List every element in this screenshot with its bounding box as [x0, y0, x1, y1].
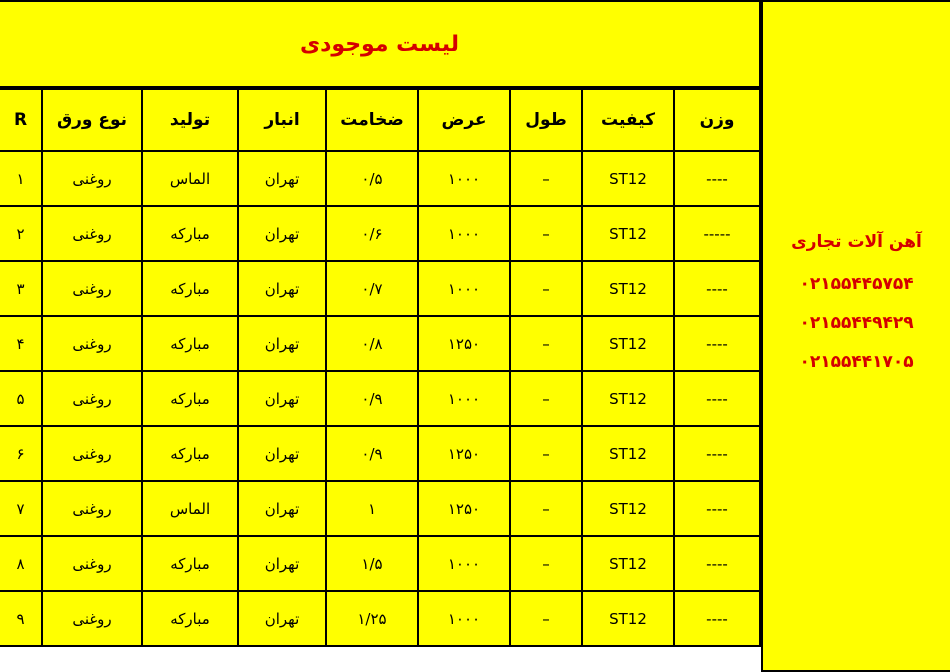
cell-production: الماس — [142, 481, 238, 536]
cell-sheet-type: روغنی — [42, 371, 142, 426]
cell-sheet-type: روغنی — [42, 261, 142, 316]
cell-sheet-type: روغنی — [42, 151, 142, 206]
cell-production: مبارکه — [142, 536, 238, 591]
cell-production: مبارکه — [142, 591, 238, 646]
cell-weight: ----- — [674, 206, 760, 261]
cell-length: – — [510, 206, 582, 261]
cell-weight: ---- — [674, 591, 760, 646]
cell-width: ۱۰۰۰ — [418, 206, 510, 261]
cell-store: تهران — [238, 206, 326, 261]
cell-weight: ---- — [674, 371, 760, 426]
cell-store: تهران — [238, 536, 326, 591]
column-header-store: انبار — [238, 89, 326, 151]
cell-production: مبارکه — [142, 206, 238, 261]
phone-number-3: ۰۲۱۵۵۴۴۱۷۰۵ — [799, 352, 914, 372]
cell-store: تهران — [238, 261, 326, 316]
cell-store: تهران — [238, 591, 326, 646]
cell-width: ۱۰۰۰ — [418, 536, 510, 591]
cell-row-number: ۴ — [0, 316, 42, 371]
cell-weight: ---- — [674, 536, 760, 591]
document-title-bar — [0, 0, 761, 88]
cell-sheet-type: روغنی — [42, 591, 142, 646]
cell-production: مبارکه — [142, 371, 238, 426]
table-header-row — [0, 89, 760, 151]
cell-row-number: ۹ — [0, 591, 42, 646]
inventory-table — [0, 88, 761, 647]
column-header-thickness: ضخامت — [326, 89, 418, 151]
column-header-sheet-type: نوع ورق — [42, 89, 142, 151]
cell-production: مبارکه — [142, 316, 238, 371]
phone-number-1: ۰۲۱۵۵۴۴۵۷۵۴ — [799, 274, 914, 294]
cell-width: ۱۲۵۰ — [418, 316, 510, 371]
cell-length: – — [510, 426, 582, 481]
inventory-table-body — [0, 151, 760, 646]
cell-thickness: ۱/۵ — [326, 536, 418, 591]
cell-width: ۱۰۰۰ — [418, 371, 510, 426]
table-row — [0, 536, 760, 591]
cell-row-number: ۲ — [0, 206, 42, 261]
cell-thickness: ۰/۶ — [326, 206, 418, 261]
cell-weight: ---- — [674, 481, 760, 536]
cell-thickness: ۰/۸ — [326, 316, 418, 371]
cell-production: مبارکه — [142, 261, 238, 316]
cell-store: تهران — [238, 151, 326, 206]
cell-length: – — [510, 536, 582, 591]
column-header-r: R — [0, 89, 42, 151]
cell-quality: ST12 — [582, 536, 674, 591]
cell-length: – — [510, 316, 582, 371]
cell-width: ۱۰۰۰ — [418, 151, 510, 206]
cell-weight: ---- — [674, 151, 760, 206]
cell-row-number: ۱ — [0, 151, 42, 206]
cell-length: – — [510, 481, 582, 536]
cell-sheet-type: روغنی — [42, 481, 142, 536]
cell-width: ۱۲۵۰ — [418, 426, 510, 481]
cell-quality: ST12 — [582, 481, 674, 536]
cell-sheet-type: روغنی — [42, 316, 142, 371]
cell-quality: ST12 — [582, 371, 674, 426]
cell-sheet-type: روغنی — [42, 536, 142, 591]
cell-sheet-type: روغنی — [42, 426, 142, 481]
cell-quality: ST12 — [582, 261, 674, 316]
cell-row-number: ۳ — [0, 261, 42, 316]
column-header-length: طول — [510, 89, 582, 151]
table-row — [0, 206, 760, 261]
cell-store: تهران — [238, 371, 326, 426]
cell-width: ۱۰۰۰ — [418, 261, 510, 316]
cell-store: تهران — [238, 316, 326, 371]
cell-production: مبارکه — [142, 426, 238, 481]
cell-width: ۱۲۵۰ — [418, 481, 510, 536]
page-title: لیست موجودی — [299, 31, 460, 57]
phone-number-2: ۰۲۱۵۵۴۴۹۴۲۹ — [799, 313, 914, 333]
cell-thickness: ۱ — [326, 481, 418, 536]
cell-row-number: ۷ — [0, 481, 42, 536]
cell-quality: ST12 — [582, 426, 674, 481]
cell-weight: ---- — [674, 426, 760, 481]
cell-quality: ST12 — [582, 206, 674, 261]
table-row — [0, 481, 760, 536]
table-row — [0, 371, 760, 426]
cell-weight: ---- — [674, 316, 760, 371]
table-row — [0, 591, 760, 646]
column-header-weight: وزن — [674, 89, 760, 151]
cell-thickness: ۰/۹ — [326, 371, 418, 426]
cell-weight: ---- — [674, 261, 760, 316]
cell-row-number: ۶ — [0, 426, 42, 481]
cell-quality: ST12 — [582, 591, 674, 646]
cell-production: الماس — [142, 151, 238, 206]
contact-sidebar — [761, 0, 950, 672]
cell-length: – — [510, 371, 582, 426]
cell-thickness: ۰/۵ — [326, 151, 418, 206]
cell-length: – — [510, 261, 582, 316]
cell-length: – — [510, 591, 582, 646]
table-row — [0, 316, 760, 371]
cell-width: ۱۰۰۰ — [418, 591, 510, 646]
table-row — [0, 261, 760, 316]
cell-sheet-type: روغنی — [42, 206, 142, 261]
cell-store: تهران — [238, 481, 326, 536]
company-name: آهن آلات تجاری — [791, 232, 922, 252]
cell-store: تهران — [238, 426, 326, 481]
cell-quality: ST12 — [582, 151, 674, 206]
column-header-production: تولید — [142, 89, 238, 151]
column-header-width: عرض — [418, 89, 510, 151]
table-row — [0, 151, 760, 206]
column-header-quality: کیفیت — [582, 89, 674, 151]
cell-length: – — [510, 151, 582, 206]
table-row — [0, 426, 760, 481]
cell-thickness: ۱/۲۵ — [326, 591, 418, 646]
cell-thickness: ۰/۷ — [326, 261, 418, 316]
cell-quality: ST12 — [582, 316, 674, 371]
cell-thickness: ۰/۹ — [326, 426, 418, 481]
cell-row-number: ۵ — [0, 371, 42, 426]
cell-row-number: ۸ — [0, 536, 42, 591]
